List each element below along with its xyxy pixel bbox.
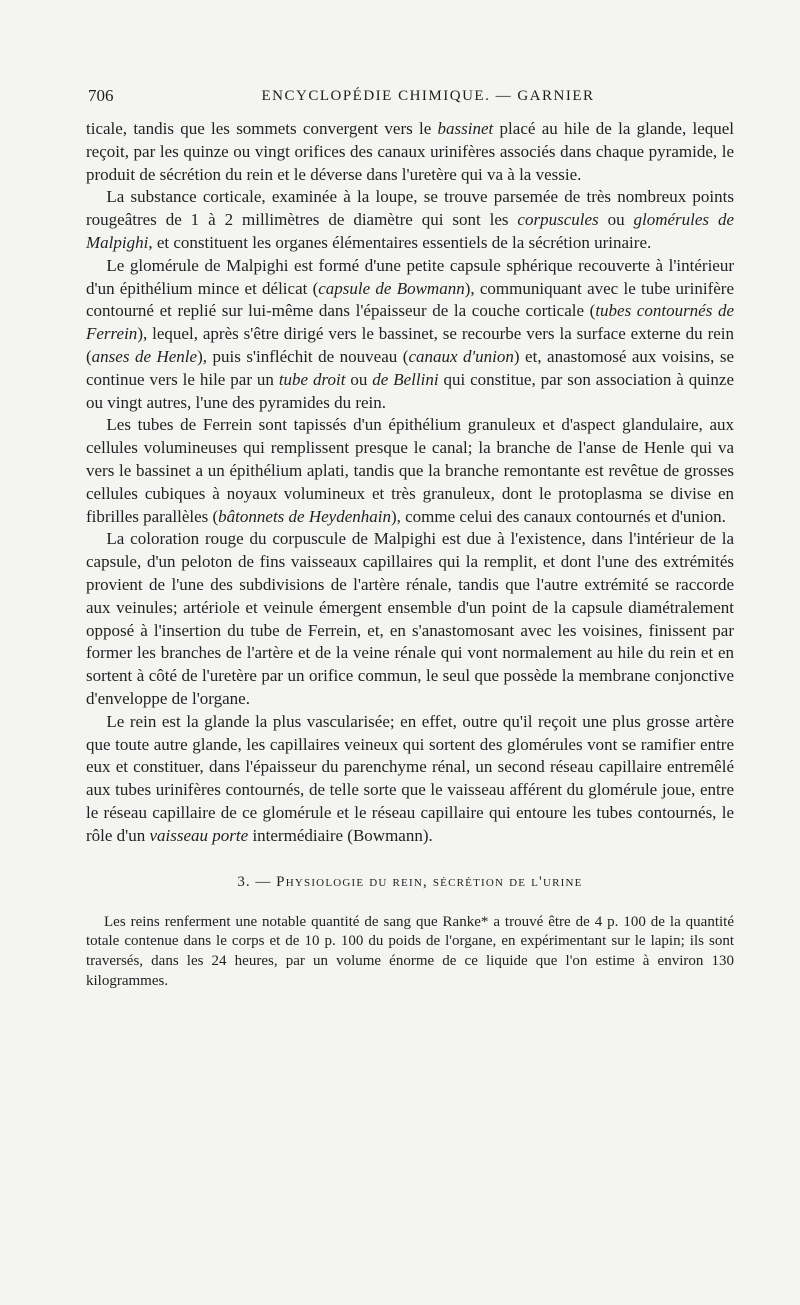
text-run: Les tubes de Ferrein sont tapissés d'un épithélium granuleux et d'aspect glandulaire, aux cellules volumineuses qui remplissent presque le canal; la branche de l'anse de Henle qui va vers le bassinet a un épithélium aplati, tandis que la branche remontante est revêtue de grosses cellules cubiques à noyaux volumineux et très granuleux, dont le protoplasma se divise en fibrilles parallèles ( [86,415,734,526]
italic-term: canaux d'union [408,346,514,366]
italic-term: bâtonnets de Heydenhain [218,506,391,526]
text-run: ), lequel, après s'être dirigé vers le bassinet, se recourbe vers la surface externe du rein ( [86,324,734,366]
italic-term: vaisseau porte [149,825,249,845]
paragraph [86,711,734,848]
text-run: ticale, tandis que les sommets convergent vers le [86,119,438,138]
text-run: ) et, anastomosé aux voisins, se continue vers le hile par un [86,346,734,389]
section-title: Physiologie du rein, sécrétion de l'urine [276,873,583,890]
text-run: intermédiaire (Bowmann). [248,825,433,845]
text-run: Les reins renferment une notable quantité de sang que Ranke* a trouvé être de 4 p. 100 de la quantité totale contenue dans le corps et de 10 p. 100 du poids de l'organe, en expérimentant sur le lapin; ils sont traversés, dans les 24 heures, par un volume énorme de ce liquide que l'on estime à environ 130 kilogrammes. [86,913,734,989]
italic-term: anses de Henle [91,346,198,366]
text-run: ), puis s'infléchit de nouveau ( [197,346,409,366]
text-run: qui constitue, par son association à quinze ou vingt autres, l'une des pyramides du rein. [86,369,735,412]
italic-term: tubes contournés de Ferrein [86,301,734,344]
text-run: La coloration rouge du corpuscule de Malpighi est due à l'existence, dans l'intérieur de la capsule, d'un peloton de fins vaisseaux capillaires qui la remplit, et dont l'une des extrémités provient de l'une des subdivisions de l'artère rénale, tandis que l'autre extrémité se raccorde aux veinules; artériole et veinule émergent ensemble d'un point de la capsule diamétralement opposé à l'insertion du tube de Ferrein, et, en s'anastomosant avec les voisines, finissent par former les branches de l'artère et de la veine rénale qui vont normalement au hile du rein et en sortent à côté de l'uretère par un orifice commun, le seul que possède la membrane conjonctive d'enveloppe de l'organe. [86,529,734,708]
text-run: ou [598,210,634,230]
text-run: ), comme celui des canaux contournés et d'union. [390,506,726,526]
text-run: La substance corticale, examinée à la loupe, se trouve parsemée de très nombreux points rougeâtres de 1 à 2 millimètres de diamètre qui sont les [86,187,734,230]
section-paragraphs [86,913,734,992]
italic-term: corpuscules [517,210,599,230]
text-run: ), communiquant avec le tube urinifère contourné et replié sur lui-même dans l'épaisseur de la couche corticale ( [86,278,735,321]
italic-term: de Bellini [372,369,439,389]
paragraph [86,186,734,254]
body-text [86,118,734,992]
paragraph [86,118,734,186]
running-title: ENCYCLOPÉDIE CHIMIQUE. — GARNIER [261,88,595,104]
text-run: Le rein est la glande la plus vascularisée; en effet, outre qu'il reçoit une plus grosse artère que toute autre glande, les capillaires veineux qui sortent des glomérules vont se ramifier entre eux et constituer, dans l'épaisseur du parenchyme rénal, un second réseau capillaire entremêlé aux tubes urinifères contournés, de telle sorte que le vaisseau afférent du glomérule joue, entre le réseau capillaire de ce glomérule et le réseau capillaire qui entoure les tubes contournés, le rôle d'un [86,711,734,845]
text-run: Le glomérule de Malpighi est formé d'une petite capsule sphérique recouverte à l'intérieur d'un épithélium mince et délicat ( [86,255,734,298]
italic-term: glomérules de Malpighi [86,210,734,252]
text-run: ou [345,369,373,389]
italic-term: capsule de Bowmann [318,278,465,298]
section-number: 3. — [237,873,272,890]
text-run: , et constituent les organes élémentaires essentiels de la sécrétion urinaire. [148,232,652,252]
page-number: 706 [88,86,114,105]
paragraph [86,414,734,528]
paragraph [86,913,734,992]
main-paragraphs [86,118,734,848]
italic-term: tube droit [278,369,346,389]
paragraph [86,255,734,415]
italic-term: bassinet [437,119,494,138]
paragraph [86,528,734,710]
running-head [88,86,768,110]
section-heading [86,874,734,891]
text-run: placé au hile de la glande, lequel reçoit, par les quinze ou vingt orifices des canaux urinifères associés dans chaque pyramide, le produit de sécrétion du rein et le déverse dans l'uretère qui va à la vessie. [86,119,735,184]
